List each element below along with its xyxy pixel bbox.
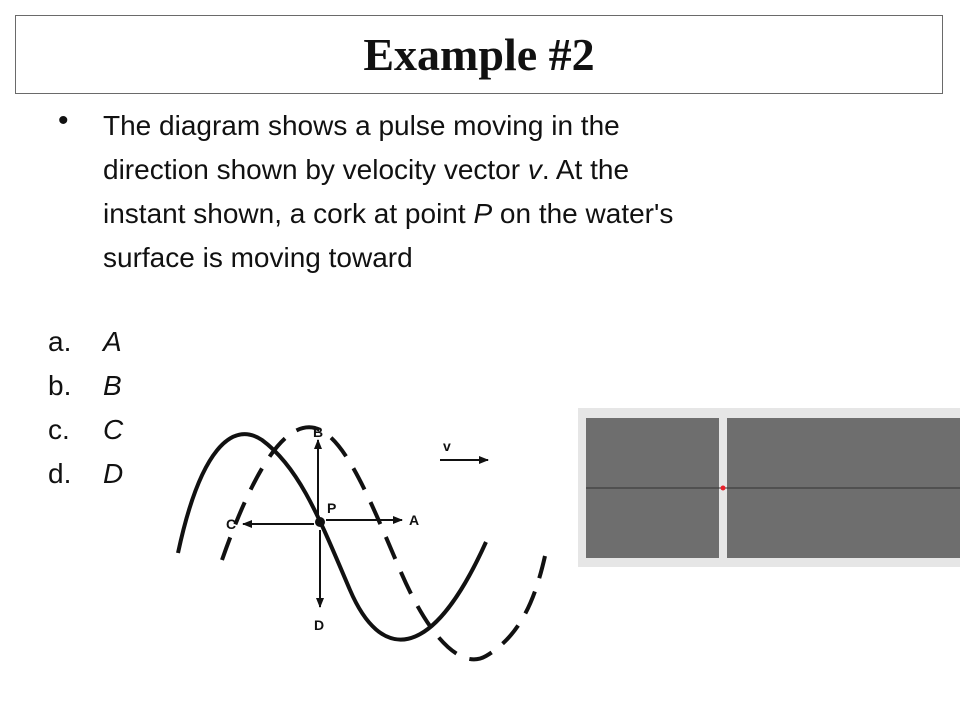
option-a[interactable]: a. A [48, 326, 122, 357]
solid-wave [178, 434, 486, 639]
label-d: D [314, 617, 325, 633]
label-p: P [327, 500, 337, 516]
label-b: B [313, 424, 324, 440]
label-a: A [409, 512, 420, 528]
dashed-wave [222, 427, 545, 659]
label-v: v [443, 438, 451, 454]
question-line-2: direction shown by velocity vector v. At the [103, 154, 630, 185]
slide-title: Example #2 [363, 29, 595, 80]
title-box [15, 15, 943, 94]
sim-cork-marker [721, 486, 726, 491]
question-line-4: surface is moving toward [103, 242, 413, 273]
wave-simulation-panel[interactable] [578, 408, 960, 567]
option-c[interactable]: c. C [48, 414, 124, 445]
label-c: C [226, 516, 237, 532]
question-text [103, 104, 893, 280]
point-p-dot [315, 517, 325, 527]
bullet-point: • [58, 104, 69, 137]
option-d[interactable]: d. D [48, 458, 124, 489]
question-line-1: The diagram shows a pulse moving in the [103, 110, 620, 141]
question-line-3: instant shown, a cork at point P on the water's [103, 198, 674, 229]
pulse-diagram [160, 410, 560, 665]
option-b[interactable]: b. B [48, 370, 122, 401]
